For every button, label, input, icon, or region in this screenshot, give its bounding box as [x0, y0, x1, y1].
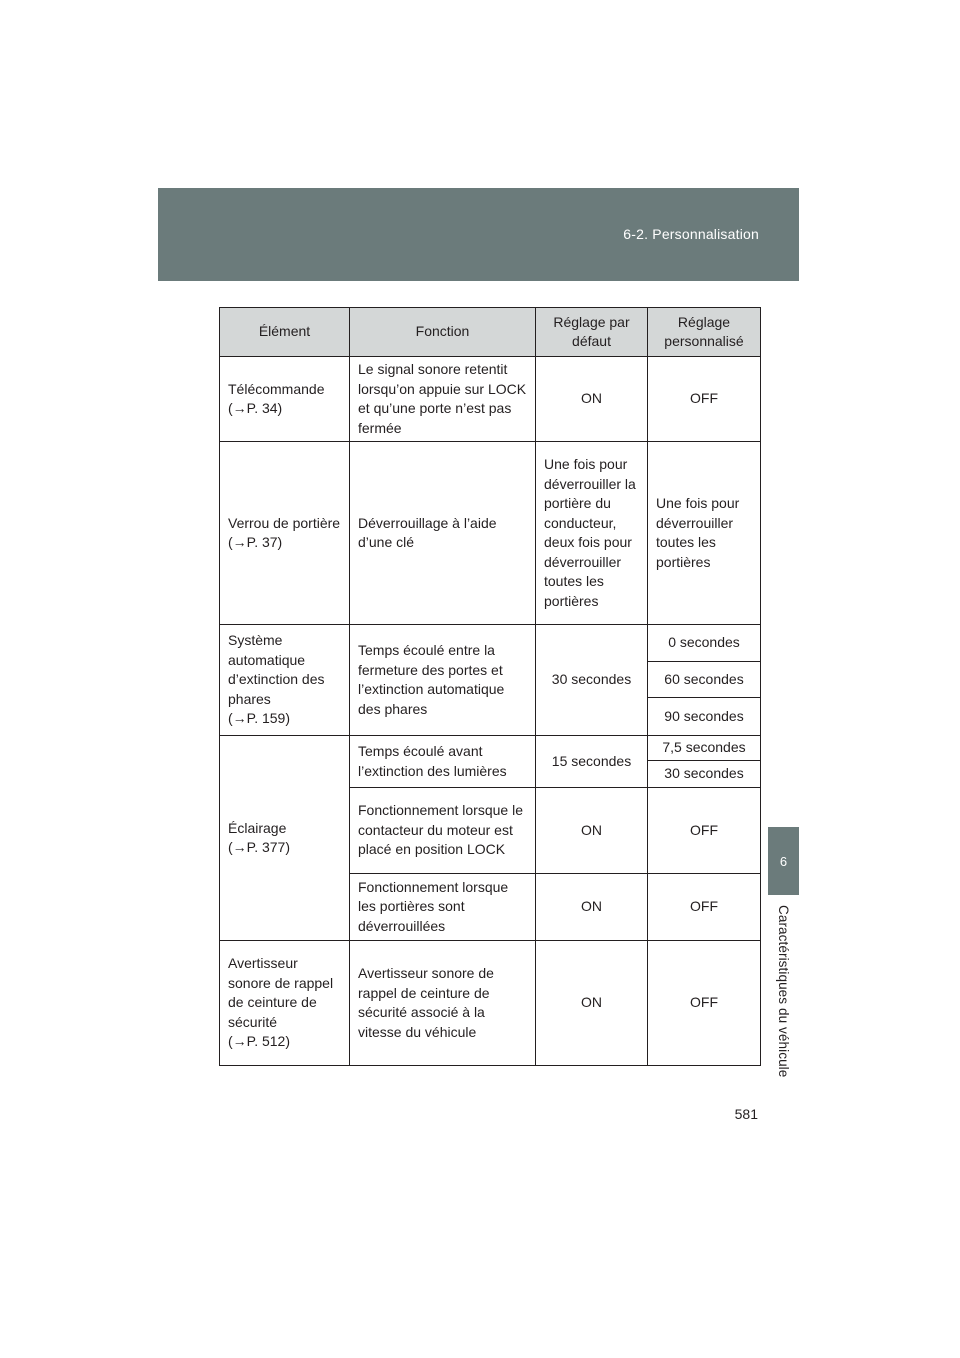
default-cell: Une fois pour déverrouiller la portière du conducteur, deux fois pour déverrouiller toutes les portières	[536, 442, 648, 625]
header-custom: Réglage personnalisé	[648, 308, 761, 357]
header-default: Réglage par défaut	[536, 308, 648, 357]
default-cell: ON	[536, 357, 648, 442]
element-cell: Verrou de portière (→P. 37)	[220, 442, 350, 625]
default-cell: ON	[536, 941, 648, 1066]
table-row	[220, 736, 761, 761]
default-cell: 15 secondes	[536, 736, 648, 788]
function-cell: Temps écoulé avant l’extinction des lumières	[350, 736, 536, 788]
section-title: 6-2. Personnalisation	[623, 226, 759, 242]
custom-option-cell: 90 secondes	[648, 698, 761, 736]
header-function: Fonction	[350, 308, 536, 357]
header-band	[158, 188, 799, 281]
default-cell: ON	[536, 874, 648, 941]
element-cell: Éclairage (→P. 377)	[220, 736, 350, 941]
function-cell: Déverrouillage à l’aide d’une clé	[350, 442, 536, 625]
custom-option-cell: 7,5 secondes	[648, 736, 761, 761]
page-number: 581	[734, 1106, 758, 1122]
function-cell: Fonctionnement lorsque le contacteur du moteur est placé en position LOCK	[350, 788, 536, 874]
default-cell: 30 secondes	[536, 625, 648, 736]
table-row	[220, 625, 761, 662]
table-header-row	[220, 308, 761, 357]
header-element: Élément	[220, 308, 350, 357]
customization-table	[219, 307, 761, 1066]
table-row	[220, 941, 761, 1066]
function-cell: Avertisseur sonore de rappel de ceinture de sécurité associé à la vitesse du véhicule	[350, 941, 536, 1066]
custom-cell: OFF	[648, 357, 761, 442]
custom-option-cell: 30 secondes	[648, 761, 761, 788]
custom-cell: Une fois pour déverrouiller toutes les portières	[648, 442, 761, 625]
chapter-tab-number: 6	[768, 827, 799, 895]
custom-option-cell: 0 secondes	[648, 625, 761, 662]
table-row	[220, 357, 761, 442]
element-cell: Télécommande (→P. 34)	[220, 357, 350, 442]
element-cell: Avertisseur sonore de rappel de ceinture de sécurité (→P. 512)	[220, 941, 350, 1066]
function-cell: Temps écoulé entre la fermeture des portes et l’extinction automatique des phares	[350, 625, 536, 736]
custom-option-cell: 60 secondes	[648, 662, 761, 698]
custom-cell: OFF	[648, 941, 761, 1066]
custom-cell: OFF	[648, 874, 761, 941]
function-cell: Fonctionnement lorsque les portières sont déverrouillées	[350, 874, 536, 941]
chapter-tab-title: Caractéristiques du véhicule	[776, 905, 791, 1078]
custom-cell: OFF	[648, 788, 761, 874]
element-cell: Système automatique d’extinction des phares (→P. 159)	[220, 625, 350, 736]
table-row	[220, 442, 761, 625]
default-cell: ON	[536, 788, 648, 874]
function-cell: Le signal sonore retentit lorsqu’on appuie sur LOCK et qu’une porte n’est pas fermée	[350, 357, 536, 442]
